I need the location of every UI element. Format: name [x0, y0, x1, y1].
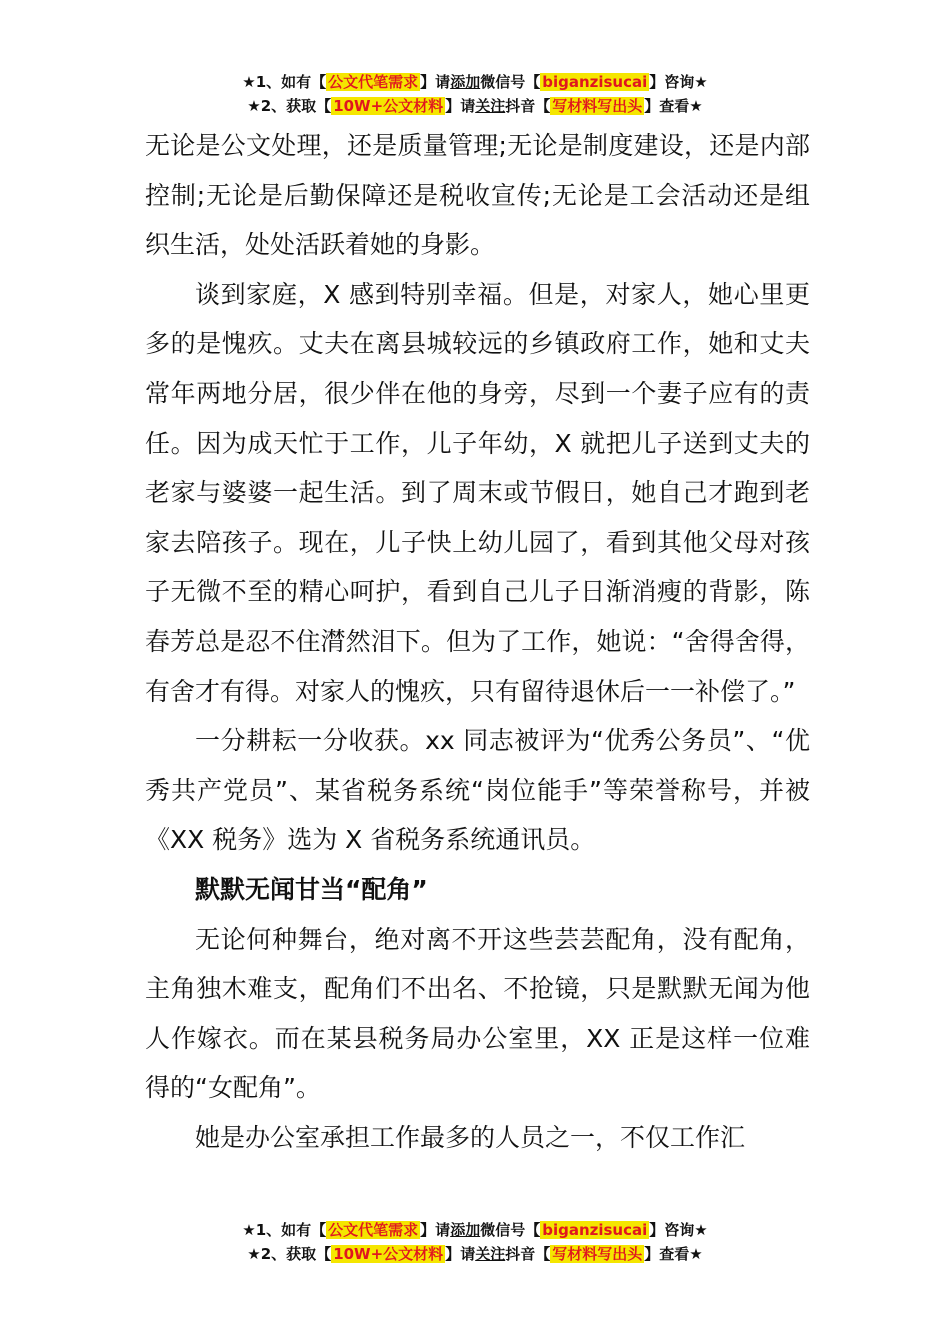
banner-text: ★2、获取【: [247, 1245, 332, 1263]
banner-text: 抖音【: [505, 1245, 551, 1263]
banner-line-2: [0, 94, 950, 118]
banner-highlight: 公文代笔需求: [328, 73, 419, 91]
banner-line-1: [0, 1218, 950, 1242]
banner-highlight: 10W+公文材料: [333, 1245, 444, 1263]
paragraph: 谈到家庭，X 感到特别幸福。但是，对家人，她心里更多的是愧疚。丈夫在离县城较远的乡镇政府工作，她和丈夫常年两地分居，很少伴在他的身旁，尽到一个妻子应有的责任。因为成天忙于工作，儿子年幼，X 就把儿子送到丈夫的老家与婆婆一起生活。到了周末或节假日，她自己才跑到老家去陪孩子。现在，儿子快上幼儿园了，看到其他父母对孩子无微不至的精心呵护，看到自己儿子日渐消瘦的背影，陈春芳总是忍不住潸然泪下。但为了工作，她说：“舍得舍得，有舍才有得。对家人的愧疚，只有留待退休后一一补偿了。”: [145, 279, 810, 706]
paragraph: 她是办公室承担工作最多的人员之一，不仅工作汇: [195, 1122, 746, 1152]
banner-text: ★1、如有【: [242, 73, 327, 91]
banner-highlight: biganzisucai: [542, 1221, 648, 1239]
banner-highlight: 写材料写出头: [552, 97, 643, 115]
banner-line-2: [0, 1242, 950, 1266]
banner-emphasis: 关注: [475, 1245, 506, 1263]
banner-text: 】咨询★: [649, 1221, 708, 1239]
banner-text: 】咨询★: [649, 73, 708, 91]
banner-emphasis: 添加: [450, 73, 481, 91]
banner-text: 】查看★: [644, 97, 703, 115]
header-banner: [0, 70, 950, 118]
paragraph: 无论何种舞台，绝对离不开这些芸芸配角，没有配角，主角独木难支，配角们不出名、不抢镜，只是默默无闻为他人作嫁衣。而在某县税务局办公室里，XX 正是这样一位难得的“女配角”。: [145, 924, 810, 1103]
section-heading: 默默无闻甘当“配角”: [195, 874, 428, 904]
banner-line-1: [0, 70, 950, 94]
banner-text: 】请: [420, 1221, 451, 1239]
paragraph: 一分耕耘一分收获。xx 同志被评为“优秀公务员”、“优秀共产党员”、某省税务系统“岗位能手”等荣誉称号，并被《XX 税务》选为 X 省税务系统通讯员。: [145, 726, 810, 855]
banner-emphasis: 关注: [475, 97, 506, 115]
banner-highlight: 10W+公文材料: [333, 97, 444, 115]
banner-text: 微信号【: [480, 73, 541, 91]
banner-text: 】查看★: [644, 1245, 703, 1263]
banner-highlight: 写材料写出头: [552, 1245, 643, 1263]
banner-text: ★2、获取【: [247, 97, 332, 115]
paragraph: 无论是公文处理，还是质量管理;无论是制度建设，还是内部控制;无论是后勤保障还是税收宣传;无论是工会活动还是组织生活，处处活跃着她的身影。: [145, 131, 810, 260]
footer-banner: [0, 1218, 950, 1266]
banner-text: 微信号【: [480, 1221, 541, 1239]
banner-emphasis: 添加: [450, 1221, 481, 1239]
banner-highlight: 公文代笔需求: [328, 1221, 419, 1239]
banner-text: ★1、如有【: [242, 1221, 327, 1239]
banner-text: 】请: [445, 97, 476, 115]
document-body: [145, 121, 810, 1162]
banner-highlight: biganzisucai: [542, 73, 648, 91]
banner-text: 】请: [445, 1245, 476, 1263]
banner-text: 抖音【: [505, 97, 551, 115]
banner-text: 】请: [420, 73, 451, 91]
